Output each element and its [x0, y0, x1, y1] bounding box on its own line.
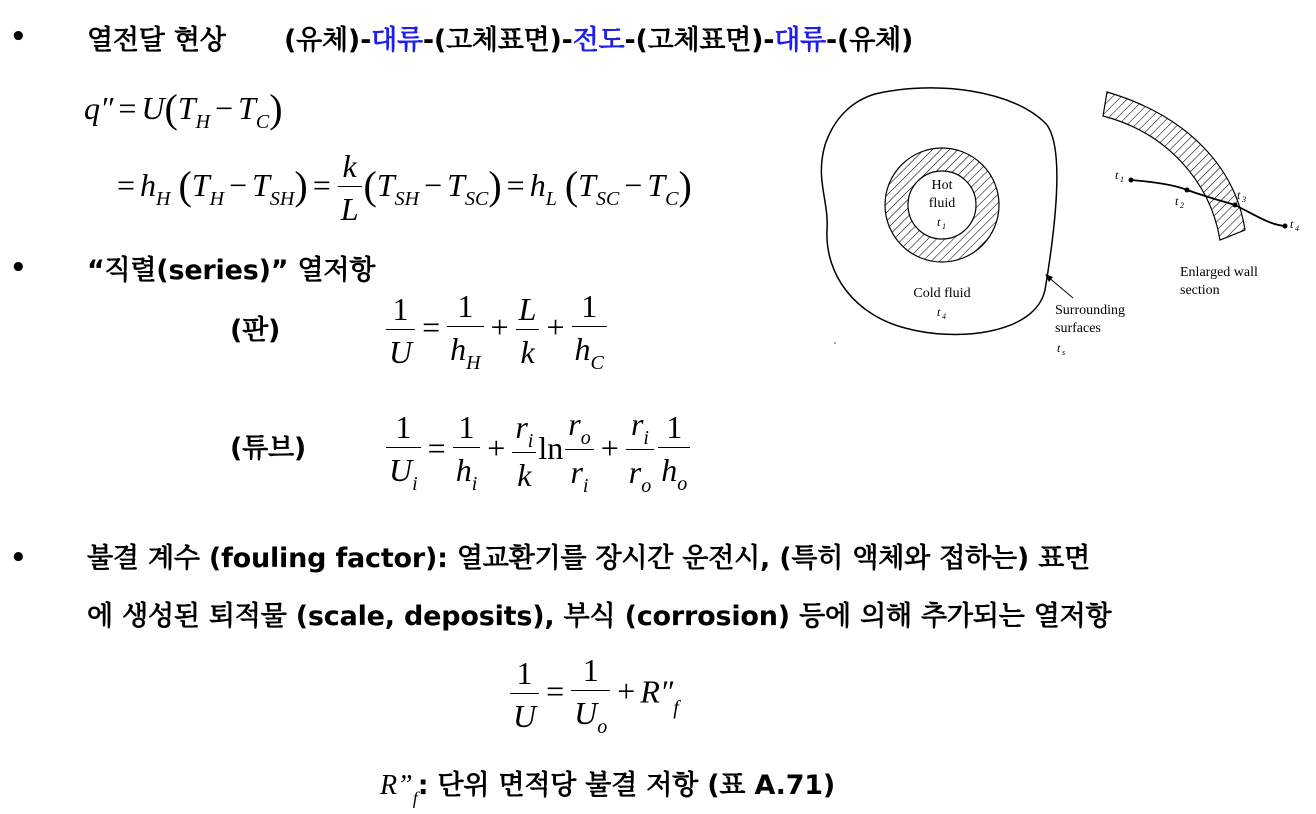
hot-fluid-temp-sub: 1 — [942, 222, 946, 231]
surrounding-label-2: surfaces — [1055, 321, 1101, 336]
surrounding-temp-sub: s — [1062, 348, 1066, 357]
t2-label: t — [1175, 194, 1179, 208]
t4-label: t — [1290, 217, 1294, 231]
fluid-1: (유체)- — [284, 25, 372, 56]
equation-series-expansion: = $h_H$ $(T_H - T_{SH})$ = $\frac{k}{L}$ $(T_{SH} - T_{SC}) = h_L$ $(T_{SC} - T_C)$ — [112, 146, 692, 231]
convection-2: 대류 — [774, 25, 827, 56]
plate-label: (판) — [230, 315, 281, 346]
t1-sub: 1 — [1120, 175, 1124, 184]
t3-label: t — [1237, 188, 1241, 202]
fouling-line-1: 불결 계수 (fouling factor): 열교환기를 장시간 운전시, (특히 액체와 접하는) 표면 — [87, 543, 1090, 574]
hot-fluid-label-1: Hot — [931, 178, 953, 193]
cold-fluid-temp-sub: 4 — [942, 312, 946, 321]
heat-transfer-line — [87, 18, 913, 57]
solid-surface-2: -(고체표면)- — [624, 25, 775, 56]
fouling-equation: $\frac{1}{U}$ = $\frac{1}{U_o}$ + $R''_f$ — [508, 650, 679, 740]
equation-q: $q'' = U(T_H - T_C)$ — [84, 86, 283, 133]
fluid-2: -(유체) — [826, 25, 914, 56]
t4-sub: 4 — [1295, 224, 1299, 233]
hot-fluid-temp: t — [937, 215, 941, 229]
series-resistance-heading: “직렬(series)” 열저항 — [87, 255, 376, 286]
bullet-2: • — [10, 253, 27, 283]
surrounding-label-1: Surrounding — [1055, 303, 1125, 318]
convection-1: 대류 — [371, 25, 423, 56]
conduction: 전도 — [572, 25, 625, 56]
enlarged-wall-label-2: section — [1180, 283, 1220, 298]
enlarged-wall-label-1: Enlarged wall — [1180, 265, 1258, 280]
tube-label: (튜브) — [230, 433, 307, 464]
fouling-line-2: 에 생성된 퇴적물 (scale, deposits), 부식 (corrosion) 등에 의해 추가되는 열저항 — [87, 601, 1112, 632]
surrounding-temp: t — [1057, 341, 1061, 355]
t1-label: t — [1115, 168, 1119, 182]
t3-sub: 3 — [1242, 195, 1246, 204]
cold-fluid-label: Cold fluid — [913, 286, 971, 301]
enlarged-wall-section — [1103, 92, 1245, 240]
hot-fluid-label-2: fluid — [928, 196, 956, 211]
solid-surface-1: -(고체표면)- — [422, 25, 573, 56]
plate-equation: $\frac{1}{U}$ = $\frac{1}{h_H}$ + $\frac{L}{k}$ + $\frac{1}{h_C}$ — [384, 286, 609, 376]
bullet-1: • — [10, 22, 27, 52]
t2-sub: 2 — [1180, 201, 1184, 210]
fouling-footnote: R”f: 단위 면적당 불결 저항 (표 A.71) — [380, 770, 836, 808]
tube-equation: $\frac{1}{U_i}$ = $\frac{1}{h_i}$ + $\frac{r_i}{k}$ ln $\frac{r_o}{r_i}$ + $\frac{r_i}{r_o}$ $\frac{1}{h_o}$ — [384, 404, 692, 499]
heat-transfer-title: 열전달 현상 — [87, 25, 226, 56]
bullet-3: • — [10, 543, 27, 573]
heat-exchanger-figure — [815, 80, 1315, 375]
cold-fluid-temp: t — [937, 305, 941, 319]
